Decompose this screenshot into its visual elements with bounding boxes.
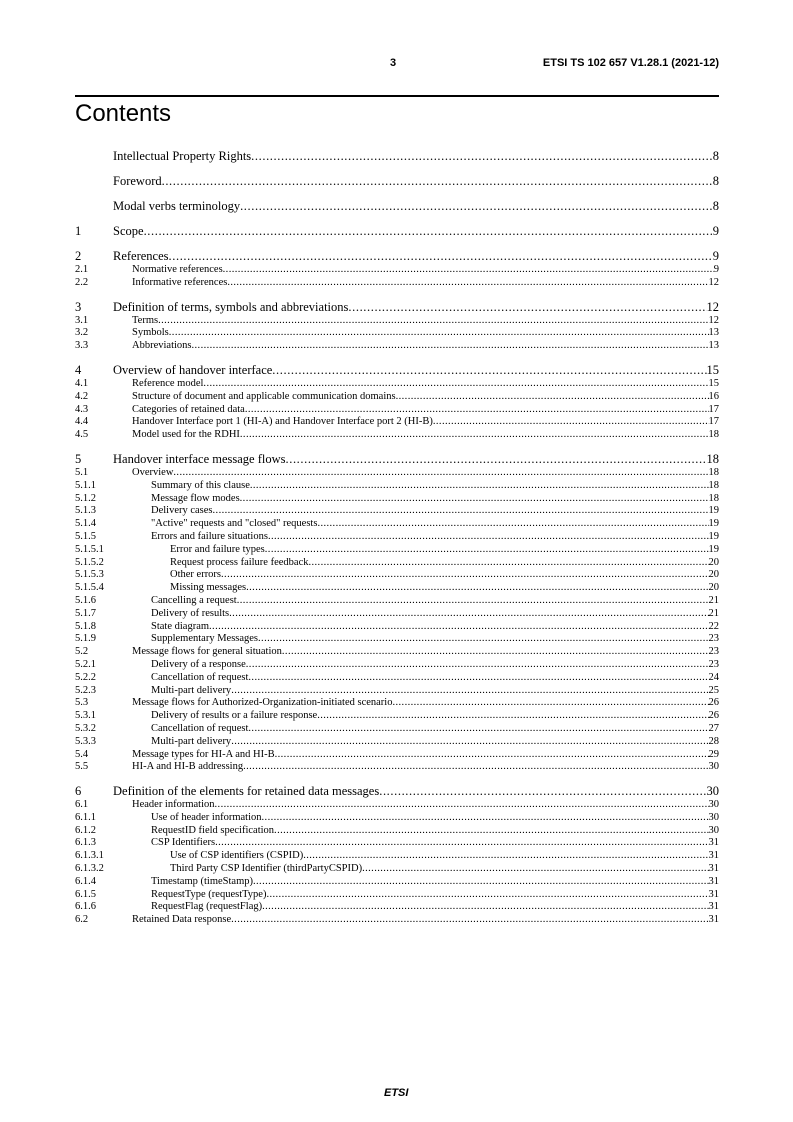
toc-entry-title: RequestType (requestType) xyxy=(151,888,267,900)
toc-dot-leader xyxy=(162,173,713,189)
toc-entry-number: 5.5 xyxy=(75,761,89,773)
toc-entry-page: 18 xyxy=(708,479,719,491)
toc-entry[interactable] xyxy=(75,493,719,506)
toc-entry-number: 6.1 xyxy=(75,799,89,811)
footer-label: ETSI xyxy=(384,1087,409,1099)
toc-entry-number: 6 xyxy=(75,784,82,799)
toc-dot-leader xyxy=(362,863,708,876)
toc-entry-page: 12 xyxy=(708,276,719,288)
toc-entry-page: 8 xyxy=(712,174,719,188)
toc-dot-leader xyxy=(240,198,713,214)
toc-entry-number: 1 xyxy=(75,224,82,238)
toc-entry-title: Overview of handover interface xyxy=(113,362,273,377)
toc-entry-title: Summary of this clause xyxy=(151,479,250,491)
toc-entry[interactable] xyxy=(75,723,719,736)
toc-entry-title: Intellectual Property Rights xyxy=(113,149,252,163)
toc-entry[interactable] xyxy=(75,277,719,290)
toc-entry[interactable] xyxy=(75,914,719,927)
toc-entry-title: Request process failure feedback xyxy=(170,556,309,568)
toc-entry-number: 5.1.8 xyxy=(75,620,96,632)
toc-entry-number: 5.4 xyxy=(75,748,89,760)
toc-entry-page: 29 xyxy=(708,748,719,760)
toc-entry[interactable] xyxy=(75,362,719,378)
toc-entry-number: 5.1 xyxy=(75,466,89,478)
toc-dot-leader xyxy=(243,761,708,774)
toc-entry-title: Categories of retained data xyxy=(132,403,245,415)
toc-entry[interactable] xyxy=(75,595,719,608)
toc-entry-title: Scope xyxy=(113,224,144,238)
page-number: 3 xyxy=(390,57,397,69)
toc-dot-leader xyxy=(158,315,708,328)
toc-entry-page: 12 xyxy=(708,314,719,326)
toc-dot-leader xyxy=(231,914,708,927)
toc-entry-title: Timestamp (timeStamp) xyxy=(151,875,253,887)
toc-entry-number: 2 xyxy=(75,249,82,263)
toc-dot-leader xyxy=(229,608,708,621)
toc-dot-leader xyxy=(262,901,708,914)
toc-entry-title: "Active" requests and "closed" requests xyxy=(151,518,318,530)
toc-entry-page: 9 xyxy=(713,264,719,275)
toc-entry-title: Cancellation of request xyxy=(151,671,249,683)
toc-entry-number: 5.1.2 xyxy=(75,492,96,504)
toc-dot-leader xyxy=(237,595,709,608)
toc-dot-leader xyxy=(144,223,713,239)
toc-entry[interactable] xyxy=(75,416,719,429)
toc-dot-leader xyxy=(268,531,709,544)
toc-dot-leader xyxy=(203,378,708,391)
toc-entry[interactable] xyxy=(75,518,719,531)
toc-entry-title: Other errors xyxy=(170,569,222,581)
toc-entry-title: Message flows for Authorized-Organization-initiated scenario xyxy=(132,697,393,709)
toc-entry[interactable] xyxy=(75,825,719,838)
toc-dot-leader xyxy=(215,837,708,850)
toc-entry[interactable] xyxy=(75,480,719,493)
toc-entry-page: 13 xyxy=(708,327,719,339)
toc-dot-leader xyxy=(192,340,709,353)
toc-entry-title: Header information xyxy=(132,799,215,811)
toc-entry-number: 4.5 xyxy=(75,429,89,441)
toc-entry-page: 28 xyxy=(708,735,719,747)
toc-dot-leader xyxy=(392,697,708,710)
toc-entry-number: 3.3 xyxy=(75,340,89,352)
toc-entry-number: 5.3 xyxy=(75,697,89,709)
toc-entry-number: 2.2 xyxy=(75,276,89,288)
toc-dot-leader xyxy=(246,659,709,672)
toc-entry-page: 27 xyxy=(708,722,719,734)
toc-dot-leader xyxy=(379,783,706,799)
toc-entry-title: Reference model xyxy=(132,377,204,389)
toc-entry-title: Informative references xyxy=(132,276,228,288)
toc-dot-leader xyxy=(274,825,708,838)
toc-entry-number: 4.1 xyxy=(75,377,89,389)
toc-entry[interactable] xyxy=(75,148,719,164)
toc-entry-title: Definition of the elements for retained data messages xyxy=(113,784,380,799)
toc-entry-page: 19 xyxy=(708,543,719,555)
toc-entry-title: Terms xyxy=(132,314,159,326)
toc-entry-title: Model used for the RDHI xyxy=(132,429,240,441)
toc-entry-number: 3 xyxy=(75,299,82,314)
header-rule xyxy=(75,95,719,97)
toc-dot-leader xyxy=(209,621,708,634)
toc-entry-title: Handover Interface port 1 (HI-A) and Handover Interface port 2 (HI-B) xyxy=(132,416,433,428)
toc-entry[interactable] xyxy=(75,378,719,391)
toc-entry-page: 9 xyxy=(712,249,719,263)
toc-entry-number: 5.1.3 xyxy=(75,505,96,517)
toc-dot-leader xyxy=(223,264,714,277)
toc-entry[interactable] xyxy=(75,761,719,774)
toc-dot-leader xyxy=(265,544,709,557)
toc-entry[interactable] xyxy=(75,697,719,710)
toc-entry-number: 5.2 xyxy=(75,646,89,658)
toc-entry-title: Handover interface message flows xyxy=(113,451,286,466)
toc-dot-leader xyxy=(308,557,708,570)
toc-entry[interactable] xyxy=(75,505,719,518)
toc-entry[interactable] xyxy=(75,544,719,557)
toc-entry[interactable] xyxy=(75,340,719,353)
toc-entry-number: 6.1.3 xyxy=(75,837,96,849)
toc-entry[interactable] xyxy=(75,315,719,328)
toc-entry-title: Missing messages xyxy=(170,582,247,594)
toc-entry-title: Supplementary Messages xyxy=(151,633,259,645)
toc-entry-page: 20 xyxy=(708,556,719,568)
toc-entry-title: Overview xyxy=(132,466,174,478)
toc-entry-page: 31 xyxy=(708,850,719,862)
toc-entry-title: Errors and failure situations xyxy=(151,530,268,542)
toc-entry-number: 5.1.9 xyxy=(75,633,96,645)
toc-dot-leader xyxy=(231,685,708,698)
toc-dot-leader xyxy=(169,327,709,340)
toc-dot-leader xyxy=(275,749,709,762)
toc-dot-leader xyxy=(348,299,706,315)
toc-entry-page: 21 xyxy=(708,607,719,619)
toc-entry-number: 5.1.1 xyxy=(75,479,96,491)
toc-entry-page: 23 xyxy=(708,646,719,658)
toc-entry-page: 9 xyxy=(712,224,719,238)
toc-entry-title: Cancellation of request xyxy=(151,722,249,734)
toc-entry-page: 30 xyxy=(708,824,719,836)
toc-dot-leader xyxy=(169,248,713,264)
toc-entry-page: 23 xyxy=(708,633,719,645)
table-of-contents xyxy=(75,148,719,927)
toc-dot-leader xyxy=(282,646,709,659)
toc-entry[interactable] xyxy=(75,633,719,646)
toc-entry-page: 12 xyxy=(706,299,719,314)
toc-dot-leader xyxy=(213,505,709,518)
toc-entry[interactable] xyxy=(75,608,719,621)
toc-entry[interactable] xyxy=(75,557,719,570)
toc-dot-leader xyxy=(317,518,708,531)
toc-entry[interactable] xyxy=(75,710,719,723)
toc-dot-leader xyxy=(286,451,707,467)
toc-dot-leader xyxy=(240,493,709,506)
toc-entry-title: Delivery of a response xyxy=(151,658,246,670)
toc-entry-page: 30 xyxy=(708,811,719,823)
toc-entry-page: 17 xyxy=(708,416,719,428)
toc-entry-page: 17 xyxy=(708,403,719,415)
toc-entry-number: 6.1.3.2 xyxy=(75,863,104,875)
toc-entry[interactable] xyxy=(75,876,719,889)
toc-entry[interactable] xyxy=(75,391,719,404)
toc-entry[interactable] xyxy=(75,467,719,480)
toc-entry-number: 5.2.3 xyxy=(75,684,96,696)
toc-entry-number: 6.1.2 xyxy=(75,824,96,836)
toc-entry[interactable] xyxy=(75,299,719,315)
toc-entry-title: State diagram xyxy=(151,620,210,632)
toc-entry-page: 18 xyxy=(706,451,719,466)
toc-entry-page: 8 xyxy=(712,149,719,163)
toc-entry[interactable] xyxy=(75,198,719,214)
toc-entry[interactable] xyxy=(75,812,719,825)
toc-entry[interactable] xyxy=(75,569,719,582)
toc-entry-title: Abbreviations xyxy=(132,340,192,352)
toc-entry-number: 5.2.2 xyxy=(75,671,96,683)
toc-entry-number: 5.2.1 xyxy=(75,658,96,670)
toc-entry[interactable] xyxy=(75,901,719,914)
toc-entry-number: 5.1.5.4 xyxy=(75,582,104,594)
toc-entry-number: 5.1.5.2 xyxy=(75,556,104,568)
toc-entry[interactable] xyxy=(75,783,719,799)
toc-entry-title: Multi-part delivery xyxy=(151,684,232,696)
page-title: Contents xyxy=(75,100,172,127)
toc-dot-leader xyxy=(227,277,708,290)
toc-entry-page: 13 xyxy=(708,340,719,352)
toc-dot-leader xyxy=(253,876,709,889)
toc-entry[interactable] xyxy=(75,429,719,442)
toc-entry-title: Use of CSP identifiers (CSPID) xyxy=(170,850,304,862)
toc-entry-page: 15 xyxy=(708,377,719,389)
toc-entry-title: HI-A and HI-B addressing xyxy=(132,761,244,773)
toc-dot-leader xyxy=(317,710,708,723)
toc-entry[interactable] xyxy=(75,173,719,189)
toc-entry-title: Delivery of results xyxy=(151,607,230,619)
toc-entry[interactable] xyxy=(75,850,719,863)
toc-dot-leader xyxy=(245,404,709,417)
toc-entry[interactable] xyxy=(75,582,719,595)
toc-entry-page: 31 xyxy=(708,863,719,875)
toc-dot-leader xyxy=(215,799,709,812)
toc-entry[interactable] xyxy=(75,621,719,634)
toc-entry[interactable] xyxy=(75,659,719,672)
toc-entry-number: 5.3.2 xyxy=(75,722,96,734)
toc-dot-leader xyxy=(248,723,708,736)
toc-entry-title: Definition of terms, symbols and abbreviations xyxy=(113,299,349,314)
toc-entry-number: 5.1.7 xyxy=(75,607,96,619)
toc-entry[interactable] xyxy=(75,264,719,277)
toc-dot-leader xyxy=(303,850,708,863)
toc-entry-number: 4.2 xyxy=(75,390,89,402)
toc-entry-page: 26 xyxy=(708,697,719,709)
toc-entry-number: 6.1.4 xyxy=(75,875,96,887)
toc-entry-page: 31 xyxy=(708,888,719,900)
toc-entry-title: References xyxy=(113,249,169,263)
toc-entry-title: Third Party CSP Identifier (thirdPartyCSPID) xyxy=(170,863,363,875)
toc-entry-number: 5.1.5.3 xyxy=(75,569,104,581)
toc-entry-page: 31 xyxy=(708,901,719,913)
toc-entry[interactable] xyxy=(75,451,719,467)
toc-entry[interactable] xyxy=(75,685,719,698)
toc-dot-leader xyxy=(248,672,708,685)
toc-entry-title: Normative references xyxy=(132,264,223,275)
toc-entry-title: CSP Identifiers xyxy=(151,837,216,849)
toc-entry-page: 20 xyxy=(708,569,719,581)
toc-entry-page: 30 xyxy=(708,761,719,773)
toc-dot-leader xyxy=(272,362,706,378)
toc-entry-number: 6.1.1 xyxy=(75,811,96,823)
toc-entry-number: 4 xyxy=(75,362,82,377)
toc-entry-page: 19 xyxy=(708,505,719,517)
toc-entry-page: 31 xyxy=(708,837,719,849)
toc-entry-title: Message flow modes xyxy=(151,492,240,504)
toc-entry[interactable] xyxy=(75,863,719,876)
toc-entry[interactable] xyxy=(75,531,719,544)
toc-entry-page: 30 xyxy=(706,784,719,799)
toc-entry-number: 5.3.3 xyxy=(75,735,96,747)
toc-entry-number: 5 xyxy=(75,451,82,466)
toc-entry-page: 23 xyxy=(708,658,719,670)
toc-entry-number: 3.2 xyxy=(75,327,89,339)
toc-entry[interactable] xyxy=(75,799,719,812)
toc-entry-page: 18 xyxy=(708,429,719,441)
toc-entry-title: Error and failure types xyxy=(170,543,265,555)
toc-entry-number: 6.1.6 xyxy=(75,901,96,913)
toc-dot-leader xyxy=(266,889,708,902)
toc-entry-number: 4.4 xyxy=(75,416,89,428)
toc-entry-number: 5.1.6 xyxy=(75,594,96,606)
toc-entry-page: 22 xyxy=(708,620,719,632)
toc-entry[interactable] xyxy=(75,749,719,762)
toc-entry[interactable] xyxy=(75,646,719,659)
toc-entry-page: 18 xyxy=(708,466,719,478)
toc-dot-leader xyxy=(173,467,708,480)
toc-dot-leader xyxy=(433,416,709,429)
toc-entry-page: 31 xyxy=(708,875,719,887)
toc-entry-number: 4.3 xyxy=(75,403,89,415)
toc-entry[interactable] xyxy=(75,327,719,340)
toc-entry-number: 6.1.5 xyxy=(75,888,96,900)
toc-entry[interactable] xyxy=(75,672,719,685)
toc-entry-title: Use of header information xyxy=(151,811,262,823)
toc-dot-leader xyxy=(231,736,708,749)
toc-entry-page: 31 xyxy=(708,914,719,926)
toc-entry-page: 19 xyxy=(708,530,719,542)
toc-dot-leader xyxy=(251,148,713,164)
toc-entry-title: Message flows for general situation xyxy=(132,646,282,658)
toc-entry-title: Structure of document and applicable communication domains xyxy=(132,390,396,402)
toc-entry-title: Multi-part delivery xyxy=(151,735,232,747)
toc-entry-title: Cancelling a request xyxy=(151,594,237,606)
toc-entry-page: 16 xyxy=(708,390,719,402)
toc-dot-leader xyxy=(250,480,709,493)
toc-entry-title: Modal verbs terminology xyxy=(113,199,241,213)
toc-entry-number: 6.1.3.1 xyxy=(75,850,104,862)
toc-entry-number: 6.2 xyxy=(75,914,89,926)
toc-dot-leader xyxy=(262,812,709,825)
toc-entry-title: Retained Data response xyxy=(132,914,232,926)
toc-entry-page: 20 xyxy=(708,582,719,594)
toc-entry-page: 24 xyxy=(708,671,719,683)
toc-entry-number: 5.1.5 xyxy=(75,530,96,542)
toc-entry-page: 25 xyxy=(708,684,719,696)
toc-entry[interactable] xyxy=(75,223,719,239)
toc-entry-title: RequestFlag (requestFlag) xyxy=(151,901,263,913)
toc-entry-page: 30 xyxy=(708,799,719,811)
toc-entry-title: Delivery of results or a failure response xyxy=(151,710,318,722)
toc-dot-leader xyxy=(246,582,708,595)
toc-entry-title: RequestID field specification xyxy=(151,824,275,836)
toc-entry[interactable] xyxy=(75,736,719,749)
toc-entry-title: Symbols xyxy=(132,327,169,339)
toc-entry-page: 8 xyxy=(712,199,719,213)
toc-entry[interactable] xyxy=(75,889,719,902)
document-identifier: ETSI TS 102 657 V1.28.1 (2021-12) xyxy=(542,57,719,69)
toc-entry-page: 21 xyxy=(708,594,719,606)
toc-entry-page: 26 xyxy=(708,710,719,722)
toc-entry[interactable] xyxy=(75,404,719,417)
toc-entry-title: Foreword xyxy=(113,174,162,188)
toc-entry-number: 5.3.1 xyxy=(75,710,96,722)
toc-dot-leader xyxy=(221,569,708,582)
toc-entry-number: 5.1.4 xyxy=(75,518,96,530)
toc-dot-leader xyxy=(240,429,709,442)
toc-entry[interactable] xyxy=(75,837,719,850)
toc-entry-title: Delivery cases xyxy=(151,505,213,517)
toc-entry-title: Message types for HI-A and HI-B xyxy=(132,748,275,760)
toc-entry-number: 3.1 xyxy=(75,314,89,326)
toc-entry-number: 5.1.5.1 xyxy=(75,543,104,555)
toc-entry-page: 18 xyxy=(708,492,719,504)
toc-entry-number: 2.1 xyxy=(75,264,89,275)
toc-entry-page: 19 xyxy=(708,518,719,530)
toc-dot-leader xyxy=(258,633,708,646)
toc-entry[interactable] xyxy=(75,248,719,264)
toc-entry-page: 15 xyxy=(706,362,719,377)
toc-dot-leader xyxy=(396,391,709,404)
